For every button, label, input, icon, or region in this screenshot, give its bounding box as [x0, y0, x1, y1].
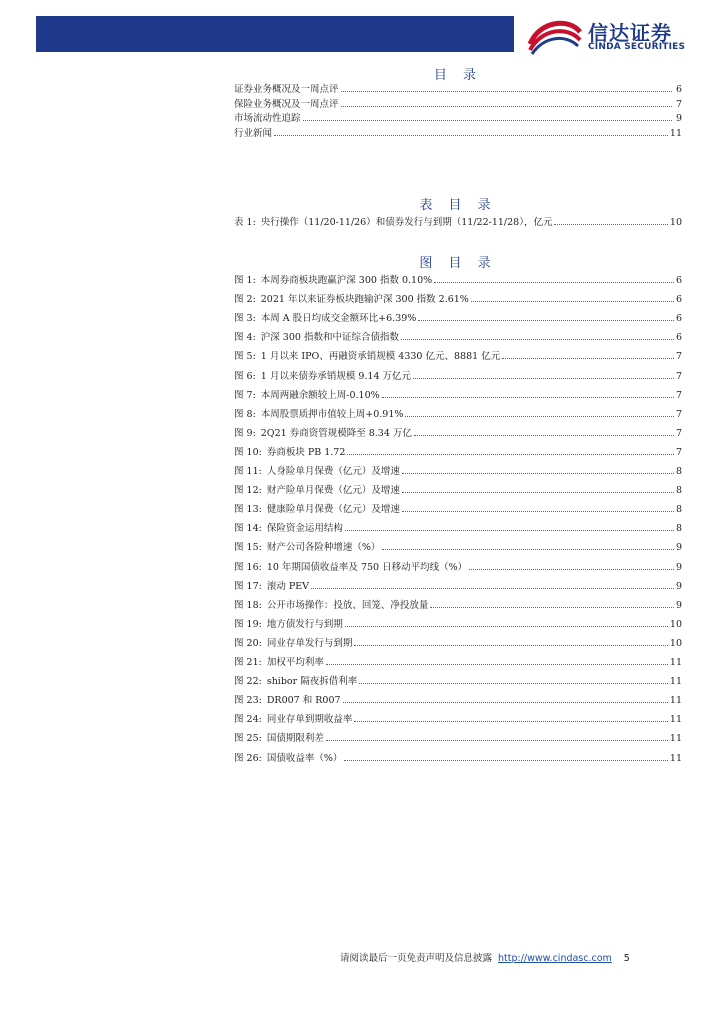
entry-page-number: 11: [669, 127, 682, 139]
disclaimer-text: 请阅读最后一页免责声明及信息披露: [340, 953, 493, 964]
entry-number: 图 5:: [234, 351, 256, 363]
dot-leader: [341, 106, 672, 107]
dot-leader: [401, 339, 674, 340]
entry-label: 市场流动性追踪: [234, 113, 301, 124]
entry-label: 行业新闻: [234, 127, 273, 139]
entry-number: 图 19:: [234, 618, 262, 630]
entry-number: 图 11:: [234, 466, 262, 477]
entry-label: 2Q21 券商资管规模降至 8.34 万亿: [260, 427, 412, 439]
toc-entry[interactable]: [234, 637, 682, 651]
entry-page-number: 7: [675, 446, 682, 458]
toc-entry[interactable]: [234, 522, 682, 536]
toc-entry[interactable]: [234, 389, 682, 403]
entry-page-number: 9: [675, 113, 682, 124]
entry-number: 图 15:: [234, 542, 262, 554]
entry-page-number: 6: [675, 332, 682, 344]
entry-label: 国债收益率（%）: [266, 752, 343, 764]
entry-label: 公开市场操作：投放、回笼、净投放量: [266, 599, 429, 611]
entry-page-number: 9: [675, 580, 682, 592]
entry-number: 图 9:: [234, 427, 256, 439]
website-link[interactable]: http://www.cindasc.com: [498, 953, 612, 964]
dot-leader: [414, 435, 674, 436]
entry-number: 图 3:: [234, 313, 256, 325]
dot-leader: [430, 607, 674, 608]
dot-leader: [341, 91, 672, 92]
toc-entry[interactable]: [234, 83, 682, 97]
entry-number: 图 26:: [234, 752, 262, 764]
dot-leader: [354, 645, 668, 646]
dot-leader: [303, 120, 672, 121]
entry-page-number: 6: [675, 294, 682, 306]
entry-number: 表 1:: [234, 217, 256, 228]
entry-page-number: 7: [675, 389, 682, 401]
entry-page-number: 8: [675, 523, 682, 535]
entry-page-number: 6: [675, 313, 682, 325]
entry-number: 图 7:: [234, 389, 256, 401]
dot-leader: [471, 301, 674, 302]
entry-page-number: 11: [669, 695, 682, 707]
dot-leader: [343, 702, 668, 703]
entry-page-number: 9: [675, 561, 682, 573]
dot-leader: [402, 473, 674, 474]
entry-label: 1 月以来债券承销规模 9.14 万亿元: [260, 370, 412, 382]
entry-number: 图 10:: [234, 446, 262, 458]
entry-number: 图 1:: [234, 275, 256, 286]
entry-page-number: 10: [669, 217, 682, 228]
dot-leader: [382, 549, 674, 550]
entry-label: shibor 隔夜拆借利率: [266, 676, 358, 688]
entry-page-number: 6: [675, 275, 682, 286]
dot-leader: [345, 530, 674, 531]
entry-page-number: 9: [675, 599, 682, 611]
toc-entry[interactable]: [234, 503, 682, 517]
entry-page-number: 11: [669, 676, 682, 688]
toc-entry[interactable]: [234, 127, 682, 141]
entry-number: 图 8:: [234, 408, 256, 420]
entry-page-number: 10: [669, 637, 682, 649]
dot-leader: [359, 683, 668, 684]
entry-label: 国债期限利差: [266, 733, 324, 745]
entry-page-number: 10: [669, 618, 682, 630]
entry-label: 健康险单月保费（亿元）及增速: [266, 504, 400, 516]
entry-number: 图 22:: [234, 676, 262, 688]
toc-entry[interactable]: [234, 713, 682, 727]
toc-entry[interactable]: [234, 350, 682, 364]
entry-number: 图 20:: [234, 637, 262, 649]
dot-leader: [405, 416, 674, 417]
company-logo: [526, 14, 696, 58]
entry-number: 图 18:: [234, 599, 262, 611]
entry-page-number: 6: [675, 84, 682, 95]
toc-entry[interactable]: [234, 675, 682, 689]
dot-leader: [347, 454, 674, 455]
entry-page-number: 11: [669, 714, 682, 726]
toc-entry[interactable]: [234, 561, 682, 575]
entry-number: 图 21:: [234, 657, 262, 668]
dot-leader: [345, 626, 668, 627]
toc-entry[interactable]: [234, 694, 682, 708]
entry-number: 图 6:: [234, 370, 256, 382]
entry-label: 同业存单发行与到期: [266, 637, 353, 649]
entry-label: 1 月以来 IPO、再融资承销规模 4330 亿元、8881 亿元: [260, 351, 501, 363]
toc-entry[interactable]: [234, 656, 682, 670]
dot-leader: [354, 721, 668, 722]
entry-number: 图 16:: [234, 561, 262, 573]
dot-leader: [469, 569, 674, 570]
entry-page-number: 9: [675, 542, 682, 554]
entry-label: 本周两融余额较上周-0.10%: [260, 389, 380, 401]
entry-page-number: 8: [675, 466, 682, 477]
table-toc-title: 表 目 录: [419, 198, 497, 213]
toc-entry[interactable]: [234, 293, 682, 307]
toc-entry[interactable]: [234, 274, 682, 288]
toc-entry[interactable]: [234, 112, 682, 126]
toc-entry[interactable]: [234, 98, 682, 112]
entry-label: 加权平均利率: [266, 657, 324, 668]
entry-page-number: 8: [675, 485, 682, 497]
entry-number: 图 2:: [234, 294, 256, 306]
dot-leader: [418, 320, 674, 321]
toc-title: 目 录: [433, 68, 483, 83]
entry-label: DR007 和 R007: [266, 695, 341, 707]
entry-label: 央行操作（11/20-11/26）和债券发行与到期（11/22-11/28），亿元: [260, 217, 553, 228]
entry-number: 图 24:: [234, 714, 262, 726]
dot-leader: [554, 224, 667, 225]
entry-number: 图 4:: [234, 332, 256, 344]
entry-label: 本周券商板块跑赢沪深 300 指数 0.10%: [260, 275, 433, 286]
page-number: 5: [623, 953, 630, 964]
entry-number: 图 25:: [234, 733, 262, 745]
dot-leader: [413, 378, 674, 379]
toc-entry[interactable]: [234, 752, 682, 766]
entry-label: 人身险单月保费（亿元）及增速: [266, 466, 400, 477]
entry-label: 10 年期国债收益率及 750 日移动平均线（%）: [266, 561, 468, 573]
figure-toc-title: 图 目 录: [419, 256, 497, 271]
entry-page-number: 11: [669, 752, 682, 764]
entry-label: 财产公司各险种增速（%）: [266, 542, 381, 554]
dot-leader: [326, 740, 668, 741]
toc-entry[interactable]: [234, 618, 682, 632]
entry-page-number: 8: [675, 504, 682, 516]
toc-entry[interactable]: [234, 427, 682, 441]
entry-label: 同业存单到期收益率: [266, 714, 353, 726]
entry-number: 图 13:: [234, 504, 262, 516]
toc-entry[interactable]: [234, 312, 682, 326]
logo-swoosh-icon: [526, 14, 584, 58]
toc-entry[interactable]: [234, 599, 682, 613]
entry-number: 图 23:: [234, 695, 262, 707]
toc-entry[interactable]: [234, 331, 682, 345]
entry-page-number: 7: [675, 98, 682, 110]
page-footer: [340, 950, 690, 964]
entry-page-number: 11: [669, 657, 682, 668]
toc-entry[interactable]: [234, 370, 682, 384]
entry-label: 2021 年以来证券板块跑输沪深 300 指数 2.61%: [260, 294, 469, 306]
toc-entry[interactable]: [234, 541, 682, 555]
entry-label: 券商板块 PB 1.72: [266, 446, 346, 458]
dot-leader: [344, 760, 668, 761]
entry-label: 证券业务概况及一周点评: [234, 84, 339, 95]
entry-label: 财产险单月保费（亿元）及增速: [266, 485, 400, 497]
entry-page-number: 7: [675, 351, 682, 363]
entry-page-number: 7: [675, 427, 682, 439]
dot-leader: [402, 511, 674, 512]
entry-label: 保险资金运用结构: [266, 523, 343, 535]
toc-entry[interactable]: [234, 216, 682, 230]
brand-name-en: CINDA SECURITIES: [588, 42, 686, 52]
dot-leader: [402, 492, 674, 493]
toc-entry[interactable]: [234, 465, 682, 479]
brand-name-cn: 信达证券: [588, 21, 672, 45]
entry-label: 滚动 PEV: [266, 580, 310, 592]
entry-number: 图 17:: [234, 580, 262, 592]
entry-number: 图 12:: [234, 485, 262, 497]
dot-leader: [382, 397, 674, 398]
toc-entry[interactable]: [234, 580, 682, 594]
entry-page-number: 11: [669, 733, 682, 745]
entry-label: 沪深 300 指数和中证综合债指数: [260, 332, 399, 344]
entry-label: 本周股票质押市值较上周+0.91%: [260, 408, 404, 420]
dot-leader: [311, 588, 674, 589]
dot-leader: [502, 358, 674, 359]
dot-leader: [274, 135, 668, 136]
entry-number: 图 14:: [234, 523, 262, 535]
entry-page-number: 7: [675, 370, 682, 382]
toc-entry[interactable]: [234, 732, 682, 746]
entry-label: 本周 A 股日均成交金额环比+6.39%: [260, 313, 417, 325]
entry-label: 保险业务概况及一周点评: [234, 98, 339, 110]
toc-entry[interactable]: [234, 446, 682, 460]
dot-leader: [434, 282, 674, 283]
entry-page-number: 7: [675, 408, 682, 420]
header-band: [36, 16, 514, 52]
toc-entry[interactable]: [234, 408, 682, 422]
toc-entry[interactable]: [234, 484, 682, 498]
dot-leader: [326, 664, 668, 665]
entry-label: 地方债发行与到期: [266, 618, 343, 630]
